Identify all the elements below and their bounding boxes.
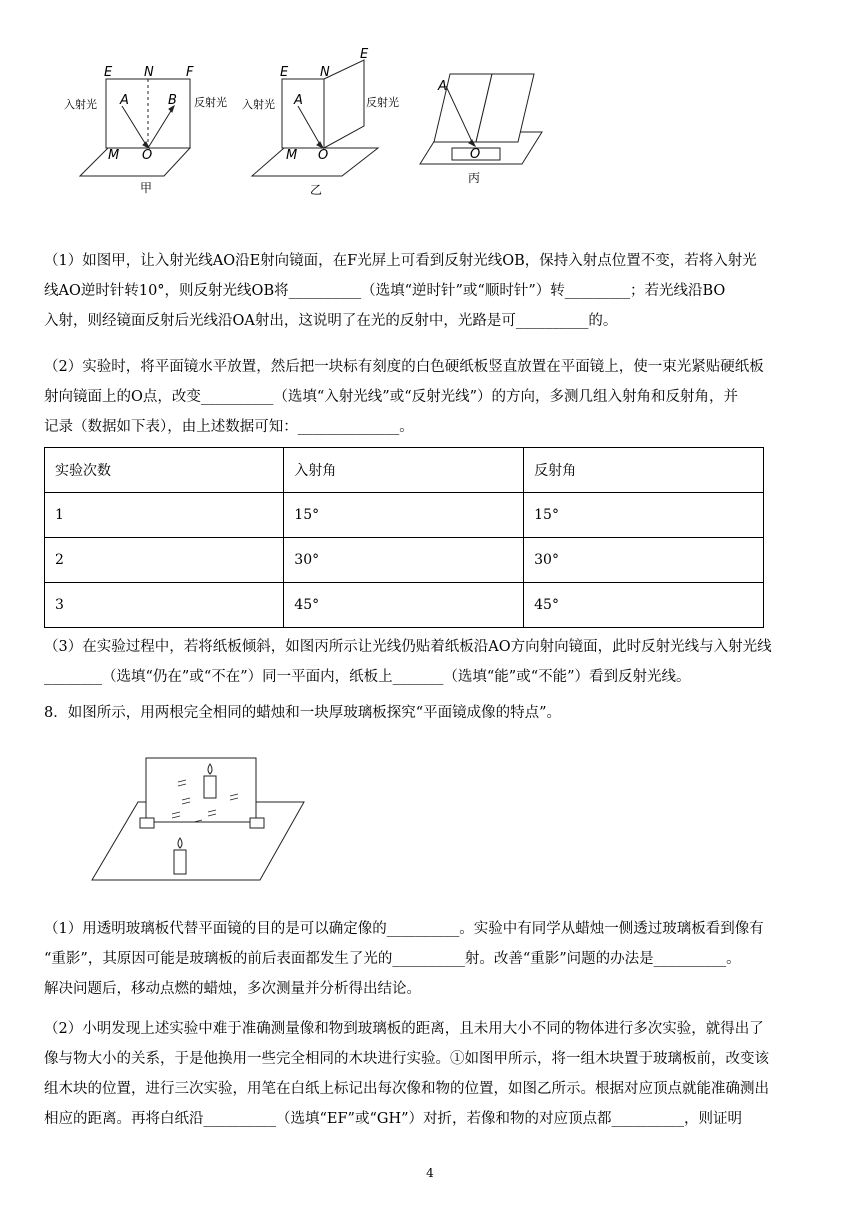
q7-part3-line1: （3）在实验过程中，若将纸板倾斜，如图丙所示让光线仍贴着纸板沿AO方向射向镜面，此时反射光线与入射光线	[44, 639, 772, 655]
q7-part1-line3: 入射，则经镜面反射后光线沿OA射出，这说明了在光的反射中，光路是可__________的。	[44, 313, 618, 329]
label-o-yi: O	[318, 148, 329, 163]
reflected-light-label-yi: 反射光	[366, 96, 399, 109]
table-header-cell: 实验次数	[45, 448, 284, 493]
label-e2-yi: E	[360, 47, 369, 62]
table-cell: 45°	[284, 583, 524, 628]
table-row	[45, 583, 764, 628]
q7-part2-line1: （2）实验时，将平面镜水平放置，然后把一块标有刻度的白色硬纸板竖直放置在平面镜上，使一束光紧贴硬纸板	[44, 359, 764, 375]
q7-part3-line2: ________（选填“仍在”或“不在”）同一平面内，纸板上_______（选填“能”或“不能”）看到反射光线。	[44, 669, 691, 685]
q8-part2-line3: 组木块的位置，进行三次实验，用笔在白纸上标记出每次像和物的位置，如图乙所示。根据对应顶点就能准确测出	[44, 1081, 769, 1097]
incident-light-label-yi: 入射光	[242, 98, 275, 111]
table-header-cell: 反射角	[524, 448, 764, 493]
reflected-light-label: 反射光	[194, 96, 227, 109]
label-e-yi: E	[280, 65, 289, 80]
label-n-yi: N	[320, 65, 330, 80]
caption-yi: 乙	[310, 183, 323, 197]
q7-part1-line2: 线AO逆时针转10°，则反射光线OB将__________（选填“逆时针”或“顺时针”）转_________；若光线沿BO	[44, 283, 726, 299]
q8-stem: 8．如图所示，用两根完全相同的蜡烛和一块厚玻璃板探究“平面镜成像的特点”。	[44, 705, 562, 721]
q7-part2-line2: 射向镜面上的O点，改变__________（选填“入射光线”或“反射光线”）的方向，多测几组入射角和反射角，并	[44, 389, 739, 405]
table-cell: 15°	[524, 493, 764, 538]
label-b: B	[168, 93, 177, 108]
q8-part1-line2: “重影”，其原因可能是玻璃板的前后表面都发生了光的__________射。改善“重影”问题的办法是__________。	[44, 951, 741, 967]
label-n: N	[144, 65, 154, 80]
label-a-bing: A	[438, 79, 447, 94]
caption-bing: 丙	[468, 171, 481, 185]
table-cell: 3	[45, 583, 284, 628]
label-a: A	[120, 93, 129, 108]
figure-panel-yi	[252, 60, 378, 176]
plane-mirror-candle-figure	[92, 752, 312, 882]
angle-data-table	[44, 447, 764, 628]
q8-part2-line1: （2）小明发现上述实验中难于准确测量像和物到玻璃板的距离，且未用大小不同的物体进行多次实验，就得出了	[44, 1021, 764, 1037]
q8-part1-line1: （1）用透明玻璃板代替平面镜的目的是可以确定像的__________。实验中有同学从蜡烛一侧透过玻璃板看到像有	[44, 921, 764, 937]
table-header-row	[45, 448, 764, 493]
table-cell: 2	[45, 538, 284, 583]
q8-part2-line2: 像与物大小的关系，于是他换用一些完全相同的木块进行实验。①如图甲所示，将一组木块置于玻璃板前，改变该	[44, 1051, 769, 1067]
label-m-yi: M	[286, 148, 298, 163]
table-header-cell: 入射角	[284, 448, 524, 493]
label-f: F	[186, 65, 194, 80]
table-cell: 15°	[284, 493, 524, 538]
label-o: O	[142, 148, 153, 163]
table-cell: 30°	[284, 538, 524, 583]
label-e: E	[104, 65, 113, 80]
label-m: M	[108, 148, 120, 163]
reflection-experiment-figures	[64, 44, 492, 204]
table-cell: 45°	[524, 583, 764, 628]
label-o-bing: O	[470, 147, 481, 162]
caption-jia: 甲	[140, 181, 153, 195]
table-cell: 30°	[524, 538, 764, 583]
label-a-yi: A	[294, 93, 303, 108]
table-row	[45, 493, 764, 538]
q7-part2-line3: 记录（数据如下表），由上述数据可知：______________。	[44, 419, 414, 435]
table-cell: 1	[45, 493, 284, 538]
page-number: 4	[426, 1166, 434, 1180]
table-row	[45, 538, 764, 583]
q7-part1-line1: （1）如图甲，让入射光线AO沿E射向镜面，在F光屏上可看到反射光线OB，保持入射点位置不变，若将入射光	[44, 253, 757, 269]
incident-light-label: 入射光	[64, 98, 97, 111]
q8-part1-line3: 解决问题后，移动点燃的蜡烛，多次测量并分析得出结论。	[44, 981, 421, 997]
q8-part2-line4: 相应的距离。再将白纸沿__________（选填“EF”或“GH”）对折，若像和物的对应顶点都__________，则证明	[44, 1111, 743, 1127]
